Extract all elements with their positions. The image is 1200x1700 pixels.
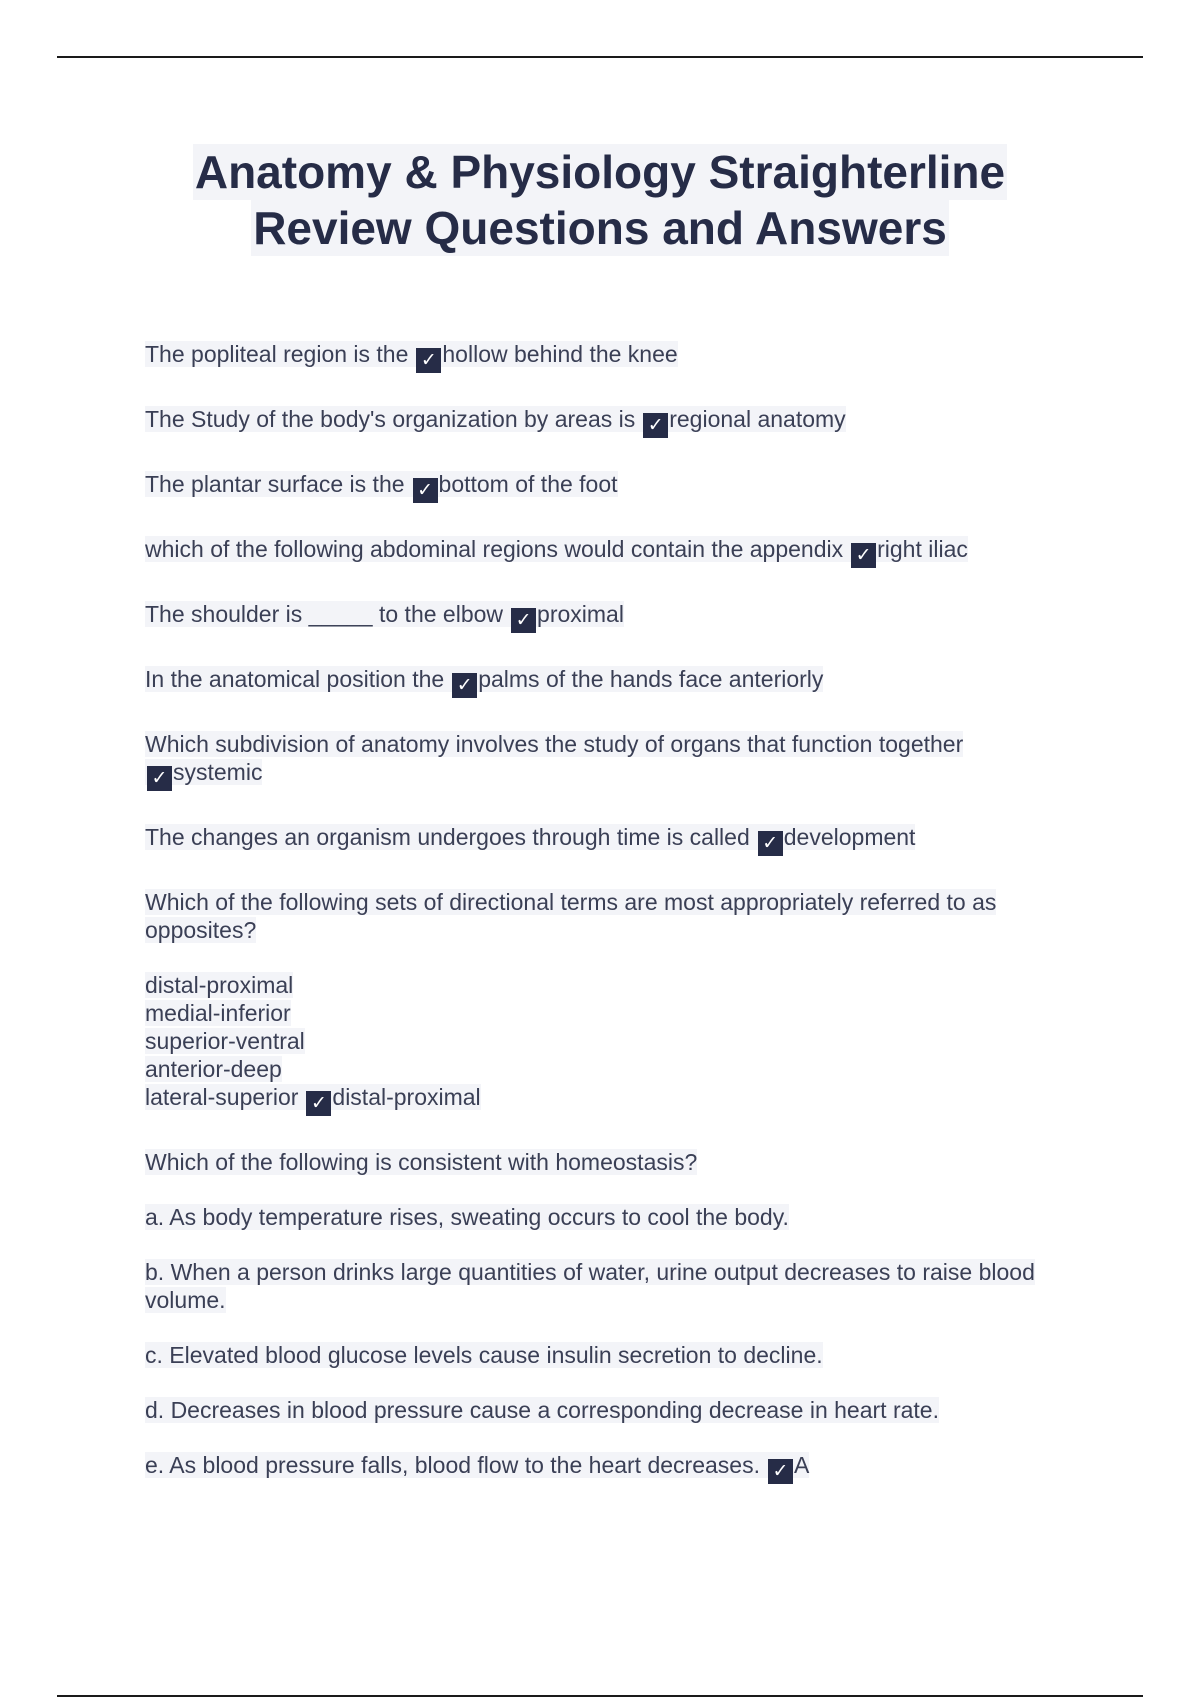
option-text: a. As body temperature rises, sweating occurs to cool the body. [145, 1204, 789, 1230]
top-rule [57, 56, 1143, 58]
checkmark-icon: ✓ [768, 1459, 793, 1484]
checkmark-icon: ✓ [452, 673, 477, 698]
answer-text: A [793, 1452, 810, 1478]
answer-text: bottom of the foot [438, 471, 618, 497]
title-line-1: Anatomy & Physiology Straighterline [194, 146, 1006, 198]
checkmark-icon: ✓ [306, 1091, 331, 1116]
question-text: The shoulder is _____ to the elbow [145, 601, 504, 627]
option-text: distal-proximal [145, 972, 294, 998]
directional-options [145, 971, 1090, 1116]
question-text: Which subdivision of anatomy involves the study of organs that function together [145, 731, 964, 757]
checkmark-icon: ✓ [511, 608, 536, 633]
option-text: superior-ventral [145, 1028, 305, 1054]
qa-item [145, 600, 1090, 633]
option-item [145, 1083, 1090, 1116]
option-item [145, 999, 1090, 1027]
answer-text: palms of the hands face anteriorly [478, 666, 824, 692]
option-item [145, 1027, 1090, 1055]
qa-item [145, 823, 1090, 856]
homeostasis-question [145, 1148, 1090, 1176]
option-item [145, 1055, 1090, 1083]
qa-item [145, 535, 1090, 568]
qa-content [145, 340, 1090, 1511]
answer-text: development [783, 824, 916, 850]
option-item [145, 1396, 1090, 1424]
question-text: Which of the following is consistent with homeostasis? [145, 1149, 698, 1175]
question-text: In the anatomical position the [145, 666, 445, 692]
option-text: anterior-deep [145, 1056, 282, 1082]
option-text: lateral-superior [145, 1084, 299, 1110]
answer-text: hollow behind the knee [442, 341, 678, 367]
answer-text: distal-proximal [332, 1084, 481, 1110]
qa-item [145, 340, 1090, 373]
question-text: Which of the following sets of directional terms are most appropriately referred to as opposites? [145, 889, 997, 943]
answer-text: systemic [173, 759, 263, 785]
option-item [145, 971, 1090, 999]
checkmark-icon: ✓ [416, 348, 441, 373]
question-text: The plantar surface is the [145, 471, 405, 497]
question-text: The popliteal region is the [145, 341, 409, 367]
checkmark-icon: ✓ [851, 543, 876, 568]
option-item [145, 1258, 1090, 1314]
question-text: The changes an organism undergoes through time is called [145, 824, 750, 850]
title-line-2: Review Questions and Answers [253, 202, 947, 254]
question-text: The Study of the body's organization by areas is [145, 406, 636, 432]
directional-question [145, 888, 1090, 944]
option-text: e. As blood pressure falls, blood flow to the heart decreases. [145, 1452, 760, 1478]
qa-item [145, 470, 1090, 503]
option-item [145, 1341, 1090, 1369]
qa-item [145, 405, 1090, 438]
option-item [145, 1451, 1090, 1484]
bottom-rule [57, 1695, 1143, 1697]
option-text: b. When a person drinks large quantities of water, urine output decreases to raise blood volume. [145, 1259, 1035, 1313]
answer-text: proximal [537, 601, 624, 627]
checkmark-icon: ✓ [758, 831, 783, 856]
option-item [145, 1203, 1090, 1231]
question-text: which of the following abdominal regions would contain the appendix [145, 536, 844, 562]
qa-item [145, 665, 1090, 698]
option-text: medial-inferior [145, 1000, 291, 1026]
page-title [0, 144, 1200, 256]
checkmark-icon: ✓ [147, 766, 172, 791]
option-text: c. Elevated blood glucose levels cause insulin secretion to decline. [145, 1342, 823, 1368]
answer-text: right iliac [877, 536, 968, 562]
checkmark-icon: ✓ [643, 413, 668, 438]
answer-text: regional anatomy [669, 406, 846, 432]
checkmark-icon: ✓ [413, 478, 438, 503]
qa-item [145, 730, 1090, 791]
option-text: d. Decreases in blood pressure cause a corresponding decrease in heart rate. [145, 1397, 939, 1423]
